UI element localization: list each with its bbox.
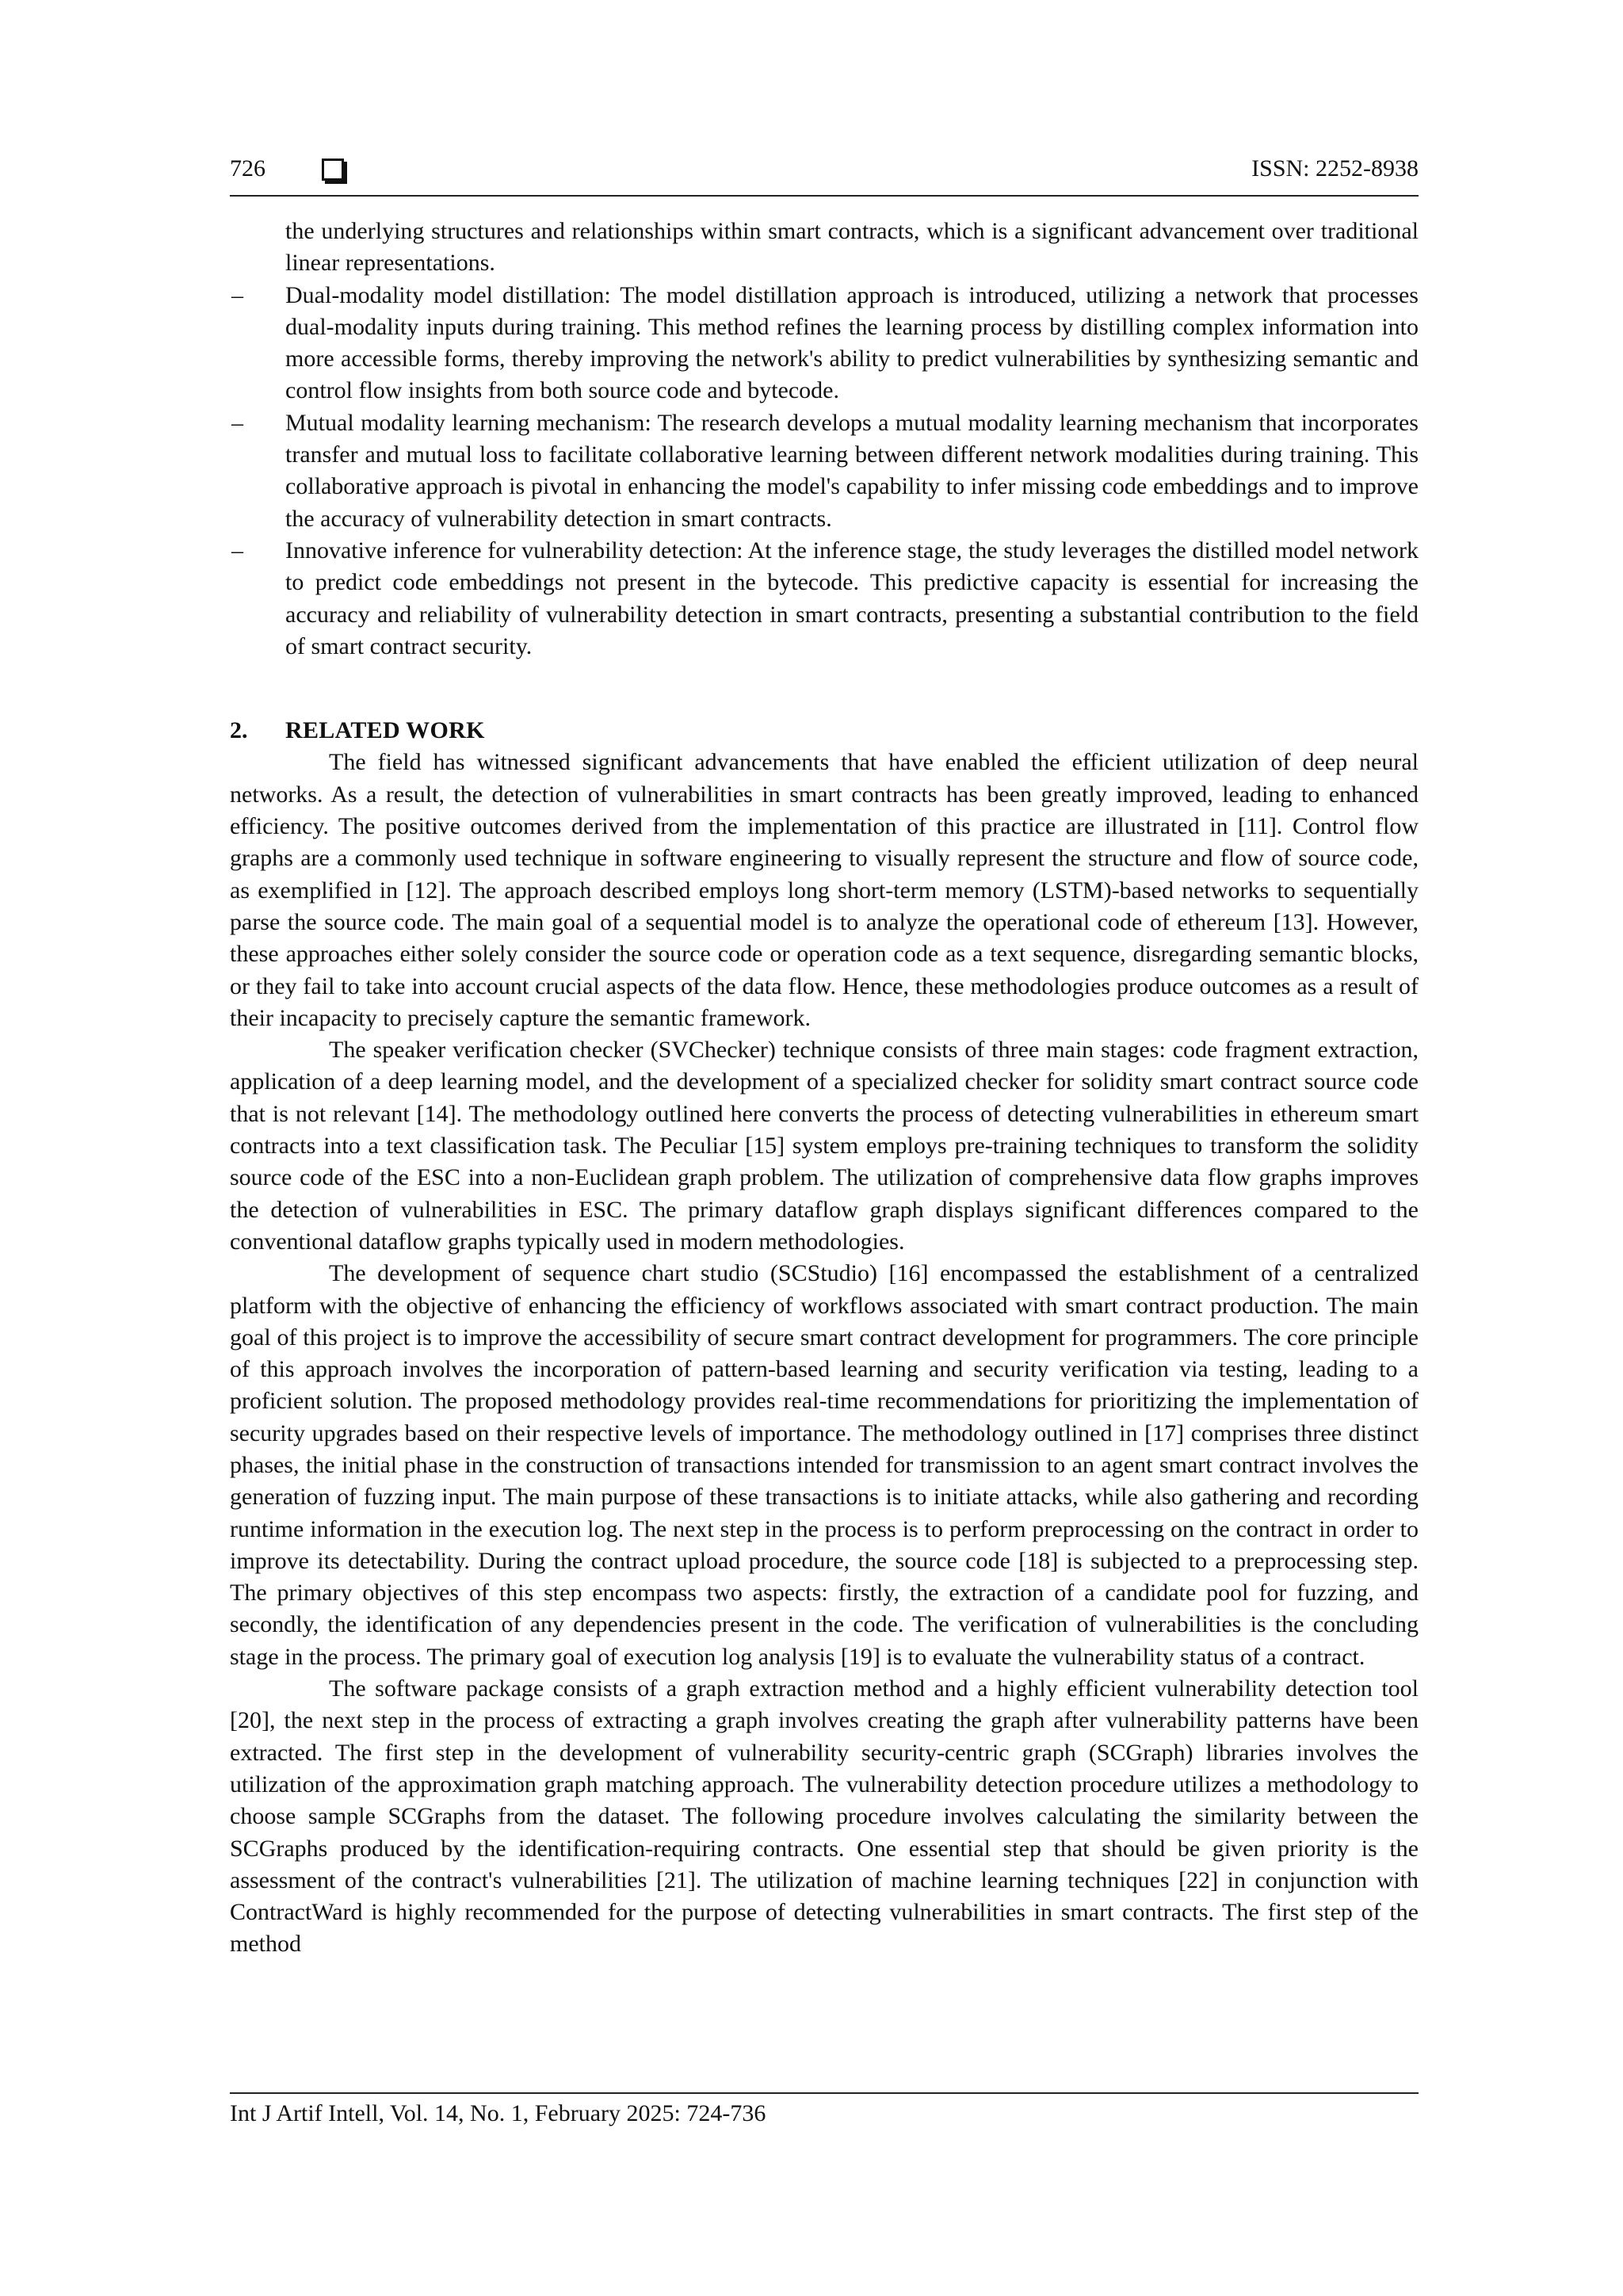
section-heading — [230, 715, 1419, 747]
page-header — [230, 155, 1419, 197]
dash-bullet-icon: – — [231, 281, 243, 308]
paragraph: The field has witnessed significant advancements that have enabled the efficient utilization of deep neural networks. As a result, the detection of vulnerabilities in smart contracts has been greatly improved, leading to enhanced efficiency. The positive outcomes derived from the implementation of this practice are illustrated in [11]. Control flow graphs are a commonly used technique in software engineering to visually represent the structure and flow of source code, as exemplified in [12]. The approach described employs long short-term memory (LSTM)-based networks to sequentially parse the source code. The main goal of a sequential model is to analyze the operational code of ethereum [13]. However, these approaches either solely consider the source code or operation code as a text sequence, disregarding semantic blocks, or they fail to take into account crucial aspects of the data flow. Hence, these methodologies produce outcomes as a result of their incapacity to precisely capture the semantic framework. — [230, 749, 1419, 1031]
page-footer — [230, 2092, 1419, 2127]
page-number: 726 — [230, 155, 265, 181]
issn-label: ISSN: 2252-8938 — [1251, 155, 1419, 181]
list-item-text: Dual-modality model distillation: The model distillation approach is introduced, utilizing a network that processes dual-modality inputs during training. This method refines the learning process by distilling complex information into more accessible forms, thereby improving the network's ability to predict vulnerabilities by synthesizing semantic and control flow insights from both source code and bytecode. — [285, 281, 1419, 404]
continuation-text: the underlying structures and relationships within smart contracts, which is a significant advancement over traditional linear representations. — [285, 218, 1419, 277]
page-content — [230, 216, 1419, 1961]
list-item — [230, 280, 1419, 407]
paragraph: The speaker verification checker (SVChecker) technique consists of three main stages: code fragment extraction, application of a deep learning model, and the development of a specialized checker for solidity smart contract source code that is not relevant [14]. The methodology outlined here converts the process of detecting vulnerabilities in ethereum smart contracts into a text classification task. The Peculiar [15] system employs pre-training techniques to transform the solidity source code of the ESC into a non-Euclidean graph problem. The utilization of comprehensive data flow graphs improves the detection of vulnerabilities in ESC. The primary dataflow graph displays significant differences compared to the conventional dataflow graphs typically used in modern methodologies. — [230, 1037, 1419, 1255]
section-title: RELATED WORK — [285, 717, 485, 744]
list-item-text: Mutual modality learning mechanism: The research develops a mutual modality learning mechanism that incorporates transfer and mutual loss to facilitate collaborative learning between different network modalities during training. This collaborative approach is pivotal in enhancing the model's capability to infer missing code embeddings and to improve the accuracy of vulnerability detection in smart contracts. — [285, 409, 1419, 532]
journal-citation: Int J Artif Intell, Vol. 14, No. 1, February 2025: 724-736 — [230, 2100, 766, 2126]
dash-bullet-icon: – — [231, 409, 243, 436]
paragraph: The software package consists of a graph extraction method and a highly efficient vulnerability detection tool [20], the next step in the process of extracting a graph involves creating the graph after vulnerability patterns have been extracted. The first step in the development of vulnerability security-centric graph (SCGraph) libraries involves the utilization of the approximation graph matching approach. The vulnerability detection procedure utilizes a methodology to choose sample SCGraphs from the dataset. The following procedure involves calculating the similarity between the SCGraphs produced by the identification-requiring contracts. One essential step that should be given priority is the assessment of the contract's vulnerabilities [21]. The utilization of machine learning techniques [22] in conjunction with ContractWard is highly recommended for the purpose of detecting vulnerabilities in smart contracts. The first step of the method — [230, 1675, 1419, 1958]
list-item — [230, 407, 1419, 535]
contribution-list — [230, 280, 1419, 663]
checkbox-square-icon — [322, 159, 344, 181]
list-item — [230, 535, 1419, 663]
paragraph: The development of sequence chart studio (SCStudio) [16] encompassed the establishment of a centralized platform with the objective of enhancing the efficiency of workflows associated with smart contract production. The main goal of this project is to improve the accessibility of secure smart contract development for programmers. The core principle of this approach involves the incorporation of pattern-based learning and security verification via testing, leading to a proficient solution. The proposed methodology provides real-time recommendations for prioritizing the implementation of security upgrades based on their respective levels of importance. The methodology outlined in [17] comprises three distinct phases, the initial phase in the construction of transactions intended for transmission to an agent smart contract involves the generation of fuzzing input. The main purpose of these transactions is to initiate attacks, while also gathering and recording runtime information in the execution log. The next step in the process is to perform preprocessing on the contract in order to improve its detectability. During the contract upload procedure, the source code [18] is subjected to a preprocessing step. The primary objectives of this step encompass two aspects: firstly, the extraction of a candidate pool for fuzzing, and secondly, the identification of any dependencies present in the code. The verification of vulnerabilities is the concluding stage in the process. The primary goal of execution log analysis [19] is to evaluate the vulnerability status of a contract. — [230, 1260, 1419, 1670]
section-number: 2. — [230, 717, 248, 744]
list-item-text: Innovative inference for vulnerability detection: At the inference stage, the study leverages the distilled model network to predict code embeddings not present in the bytecode. This predictive capacity is essential for increasing the accuracy and reliability of vulnerability detection in smart contracts, presenting a substantial contribution to the field of smart contract security. — [285, 537, 1419, 659]
dash-bullet-icon: – — [231, 537, 243, 563]
